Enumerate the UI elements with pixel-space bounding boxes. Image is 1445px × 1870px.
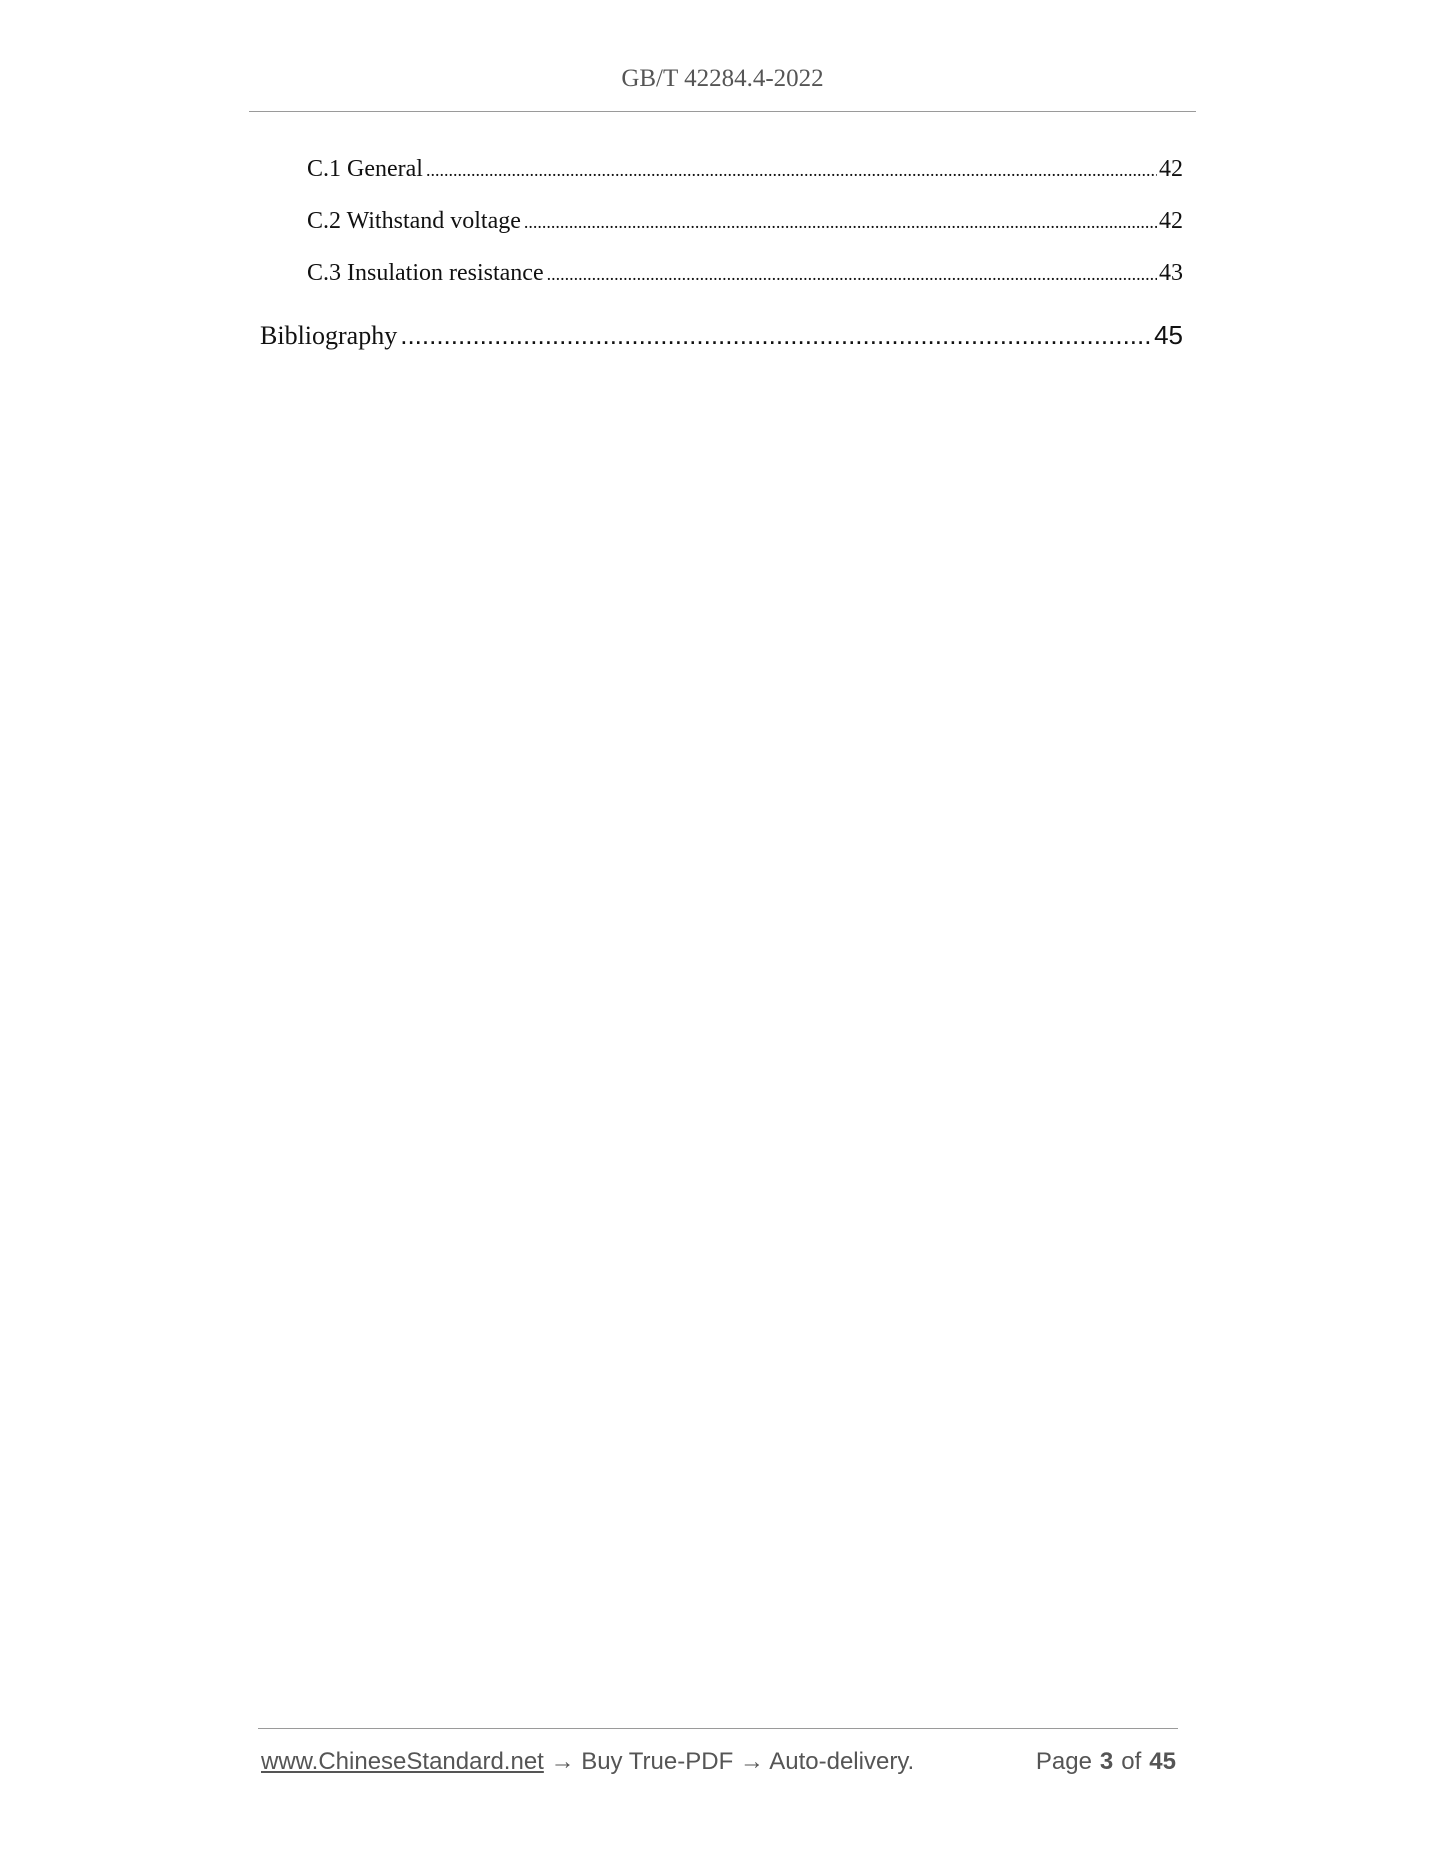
table-of-contents — [260, 150, 1183, 362]
toc-dot-leader — [400, 310, 1152, 360]
toc-entry-c1[interactable] — [260, 150, 1183, 202]
toc-dot-leader — [524, 203, 1157, 241]
toc-entry-bibliography[interactable] — [260, 310, 1183, 362]
toc-entry-page: 42 — [1159, 156, 1183, 182]
toc-entry-label: C.1 General — [307, 156, 423, 182]
buy-true-pdf-text: Buy True-PDF — [581, 1748, 734, 1775]
page-footer — [261, 1745, 1176, 1779]
toc-dot-leader — [426, 151, 1157, 189]
toc-entry-page: 42 — [1159, 208, 1183, 234]
toc-entry-page: 45 — [1154, 320, 1183, 350]
website-link[interactable]: www.ChineseStandard.net — [261, 1748, 544, 1775]
running-header: GB/T 42284.4-2022 — [621, 65, 824, 92]
footer-promo — [261, 1745, 914, 1779]
toc-entry-page: 43 — [1159, 260, 1183, 286]
arrow-right-icon: → — [739, 1748, 764, 1775]
toc-entry-label: Bibliography — [260, 321, 398, 350]
toc-entry-label: C.3 Insulation resistance — [307, 260, 544, 286]
page-label: Page — [1035, 1748, 1092, 1775]
arrow-right-icon: → — [550, 1748, 575, 1775]
footer-divider — [258, 1728, 1178, 1729]
toc-entry-label: C.2 Withstand voltage — [307, 208, 521, 234]
toc-entry-c2[interactable] — [260, 202, 1183, 254]
header-divider — [249, 111, 1196, 112]
of-label: of — [1121, 1748, 1142, 1775]
total-pages: 45 — [1149, 1748, 1176, 1775]
auto-delivery-text: Auto-delivery. — [769, 1748, 915, 1775]
toc-dot-leader — [547, 255, 1157, 293]
toc-entry-c3[interactable] — [260, 254, 1183, 306]
current-page: 3 — [1099, 1748, 1114, 1775]
page-number — [1036, 1745, 1176, 1779]
